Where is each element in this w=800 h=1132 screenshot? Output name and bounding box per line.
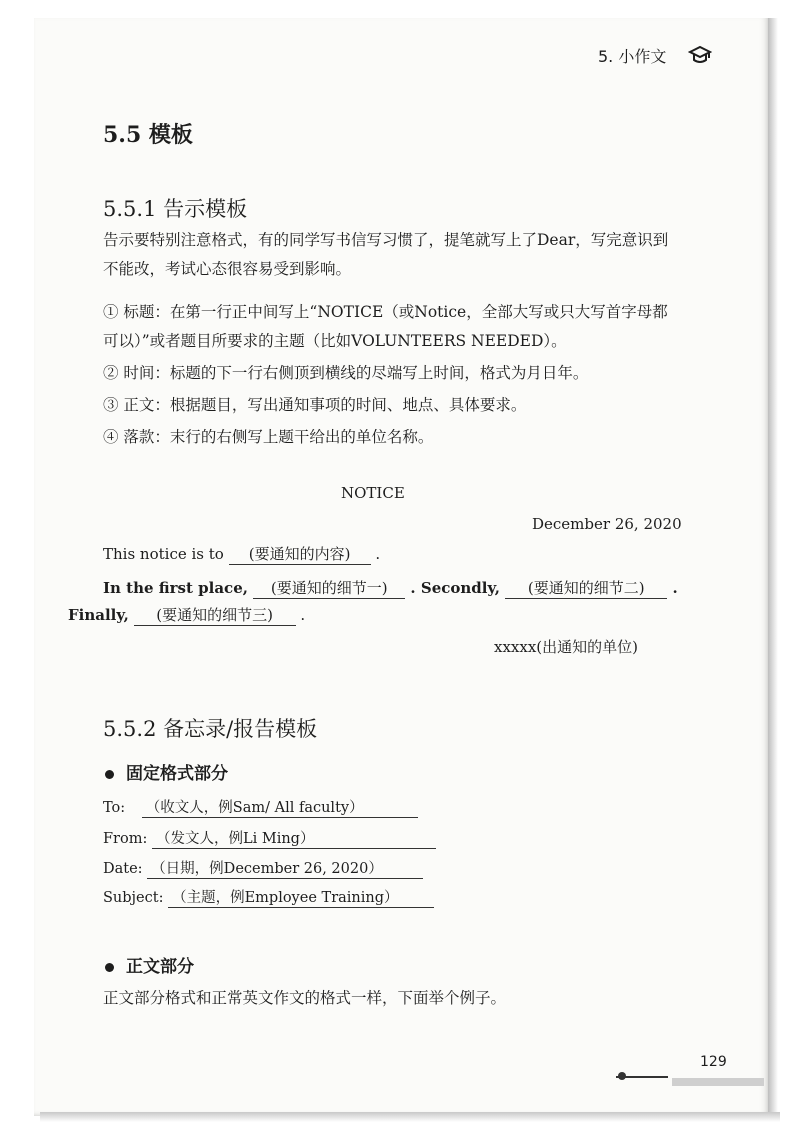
notice-blank-detail-1: (要通知的细节一)	[253, 577, 405, 599]
fixed-format-heading	[105, 759, 228, 784]
notice-item-body: ③ 正文：根据题目，写出通知事项的时间、地点、具体要求。	[103, 396, 527, 414]
notice-intro-paragraph: 告示要特别注意格式，有的同学写书信写习惯了，提笔就写上了Dear，写完意识到不能改，考试心态很容易受到影响。	[103, 231, 669, 278]
notice-line-3-prefix: Finally,	[68, 606, 129, 624]
notice-line-1-prefix: This notice is to	[103, 545, 224, 563]
memo-section-title: 5.5.2 备忘录/报告模板	[103, 717, 318, 741]
notice-line-3: Finally, (要通知的细节三) .	[68, 606, 306, 624]
notice-line-2-mid: Secondly,	[420, 579, 500, 597]
memo-field-date	[103, 857, 423, 879]
memo-field-label: To:	[103, 800, 126, 816]
footer-rule	[616, 1076, 668, 1078]
page-bottom-shadow	[40, 1112, 780, 1122]
memo-body-paragraph: 正文部分格式和正常英文作文的格式一样，下面举个例子。	[103, 989, 507, 1007]
page-edge-shadow	[768, 18, 778, 1116]
notice-item-signature: ④ 落款：末行的右侧写上题干给出的单位名称。	[103, 428, 434, 446]
body-heading	[105, 952, 194, 977]
graduation-cap-icon	[688, 44, 712, 66]
memo-field-label: From:	[103, 831, 148, 847]
body-heading-text: 正文部分	[126, 957, 194, 977]
notice-blank-detail-2: (要通知的细节二)	[505, 577, 667, 599]
memo-field-value: （主题，例Employee Training）	[168, 886, 434, 908]
running-header: 5. 小作文	[598, 47, 667, 66]
notice-example-date: December 26, 2020	[532, 515, 682, 533]
memo-field-subject	[103, 886, 434, 908]
notice-line-1: This notice is to (要通知的内容) .	[103, 545, 381, 563]
footer-bar	[672, 1078, 764, 1086]
memo-field-to	[103, 796, 418, 818]
notice-example-title: NOTICE	[341, 484, 405, 502]
memo-field-value: （收文人，例Sam/ All faculty）	[142, 796, 418, 818]
bullet-icon	[105, 770, 114, 779]
notice-item-title: ① 标题：在第一行正中间写上“NOTICE（或Notice，全部大写或只大写首字母都可以）”或者题目所要求的主题（比如VOLUNTEERS NEEDED）。	[103, 303, 668, 350]
notice-line-2: In the first place, (要通知的细节一) . Secondly, (要通知的细节二) .	[103, 579, 678, 597]
memo-field-label: Date:	[103, 861, 143, 877]
notice-blank-content: (要通知的内容)	[229, 543, 371, 565]
notice-line-2-prefix: In the first place,	[103, 579, 248, 597]
notice-item-time: ② 时间：标题的下一行右侧顶到横线的尽端写上时间，格式为月日年。	[103, 364, 589, 382]
section-title: 5.5 模板	[103, 122, 193, 148]
fixed-format-heading-text: 固定格式部分	[126, 764, 228, 784]
notice-blank-detail-3: (要通知的细节三)	[134, 604, 296, 626]
bullet-icon	[105, 963, 114, 972]
memo-field-value: （日期，例December 26, 2020）	[147, 857, 423, 879]
memo-field-label: Subject:	[103, 890, 164, 906]
notice-signature: xxxxx(出通知的单位)	[494, 638, 639, 656]
page-number: 129	[700, 1054, 727, 1070]
memo-field-from	[103, 827, 436, 849]
memo-field-value: （发文人，例Li Ming）	[152, 827, 436, 849]
notice-section-title: 5.5.1 告示模板	[103, 197, 248, 221]
